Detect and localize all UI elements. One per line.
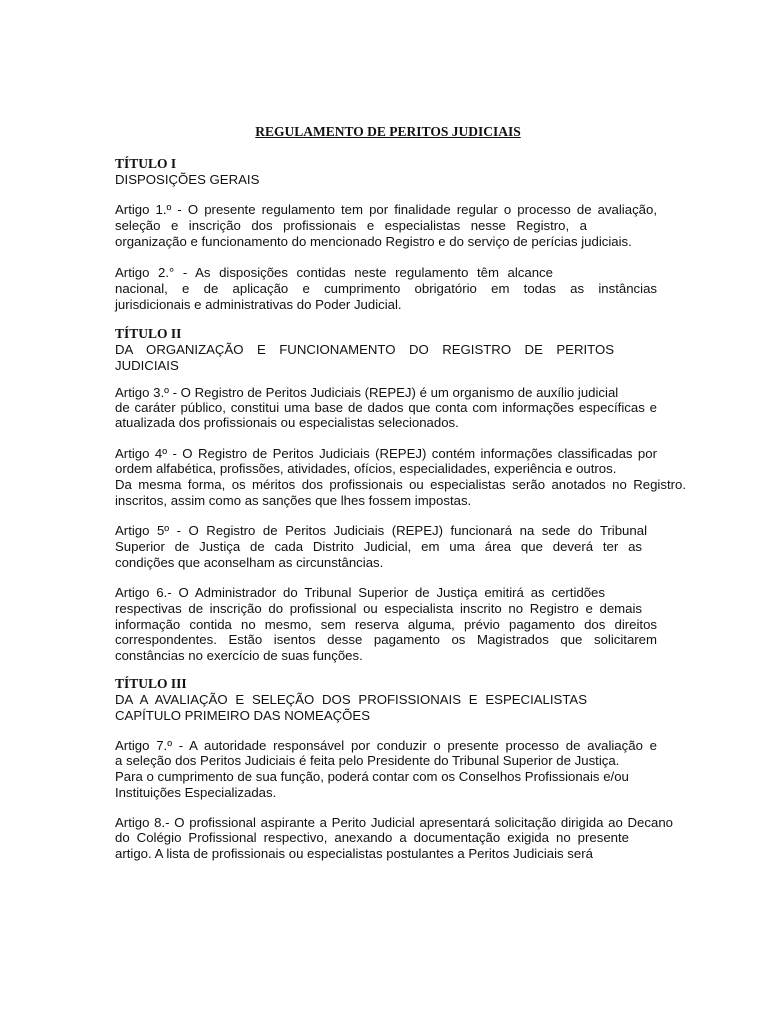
article-line: do Colégio Profissional respectivo, anexando a documentação exigida no presente: [115, 830, 629, 845]
section-subtitle: DA ORGANIZAÇÃO E FUNCIONAMENTO DO REGISTRO DE PERITOS: [115, 342, 614, 357]
article-line: Artigo 4º - O Registro de Peritos Judiciais (REPEJ) contém informações classificadas por: [115, 446, 657, 461]
article-line: Para o cumprimento de sua função, poderá contar com os Conselhos Profissionais e/ou: [115, 769, 629, 784]
chapter-title: CAPÍTULO PRIMEIRO DAS NOMEAÇÕES: [115, 708, 370, 723]
article-line: inscritos, assim como as sanções que lhes fossem impostas.: [115, 493, 472, 508]
article-line: atualizada dos profissionais ou especialistas selecionados.: [115, 415, 459, 430]
article-line: Instituições Especializadas.: [115, 785, 277, 800]
article-line: jurisdicionais e administrativas do Poder Judicial.: [115, 297, 402, 312]
section-heading: TÍTULO II: [115, 326, 182, 341]
article-line: a seleção dos Peritos Judiciais é feita pelo Presidente do Tribunal Superior de Justiça.: [115, 753, 620, 768]
article-line: seleção e inscrição dos profissionais e especialistas nesse Registro, a: [115, 218, 587, 233]
article-line: Artigo 3.º - O Registro de Peritos Judiciais (REPEJ) é um organismo de auxílio judicial: [115, 385, 619, 400]
article-line: informação contida no mesmo, sem reserva alguma, prévio pagamento dos direitos: [115, 617, 657, 632]
article-line: Artigo 5º - O Registro de Peritos Judiciais (REPEJ) funcionará na sede do Tribunal: [115, 523, 647, 538]
document-title: REGULAMENTO DE PERITOS JUDICIAIS: [255, 124, 521, 139]
section-subtitle: DISPOSIÇÕES GERAIS: [115, 172, 260, 187]
article-line: Artigo 2.° - As disposições contidas neste regulamento têm alcance: [115, 265, 553, 280]
section-heading: TÍTULO I: [115, 156, 177, 171]
article-line: constâncias no exercício de suas funções.: [115, 648, 363, 663]
article-line: organização e funcionamento do mencionado Registro e do serviço de perícias judiciais.: [115, 234, 632, 249]
article-line: respectivas de inscrição do profissional ou especialista inscrito no Registro e demais: [115, 601, 642, 616]
section-heading: TÍTULO III: [115, 676, 187, 691]
article-line: condições que aconselham as circunstâncias.: [115, 555, 384, 570]
article-line: Da mesma forma, os méritos dos profissionais ou especialistas serão anotados no Registro.: [115, 477, 686, 492]
article-line: artigo. A lista de profissionais ou especialistas postulantes a Peritos Judiciais será: [115, 846, 593, 861]
section-subtitle: JUDICIAIS: [115, 358, 179, 373]
article-line: Artigo 7.º - A autoridade responsável por conduzir o presente processo de avaliação e: [115, 738, 657, 753]
article-line: Artigo 6.- O Administrador do Tribunal Superior de Justiça emitirá as certidões: [115, 585, 605, 600]
section-subtitle: DA A AVALIAÇÃO E SELEÇÃO DOS PROFISSIONAIS E ESPECIALISTAS: [115, 692, 587, 707]
article-line: de caráter público, constitui uma base de dados que conta com informações específicas e: [115, 400, 657, 415]
article-line: Superior de Justiça de cada Distrito Judicial, em uma área que deverá ter as: [115, 539, 642, 554]
article-line: nacional, e de aplicação e cumprimento obrigatório em todas as instâncias: [115, 281, 657, 296]
article-line: Artigo 1.º - O presente regulamento tem por finalidade regular o processo de avaliação,: [115, 202, 657, 217]
article-line: ordem alfabética, profissões, atividades, ofícios, especialidades, experiência e outros.: [115, 461, 617, 476]
article-line: Artigo 8.- O profissional aspirante a Perito Judicial apresentará solicitação dirigida ao Decano: [115, 815, 673, 830]
article-line: correspondentes. Estão isentos desse pagamento os Magistrados que solicitarem: [115, 632, 657, 647]
